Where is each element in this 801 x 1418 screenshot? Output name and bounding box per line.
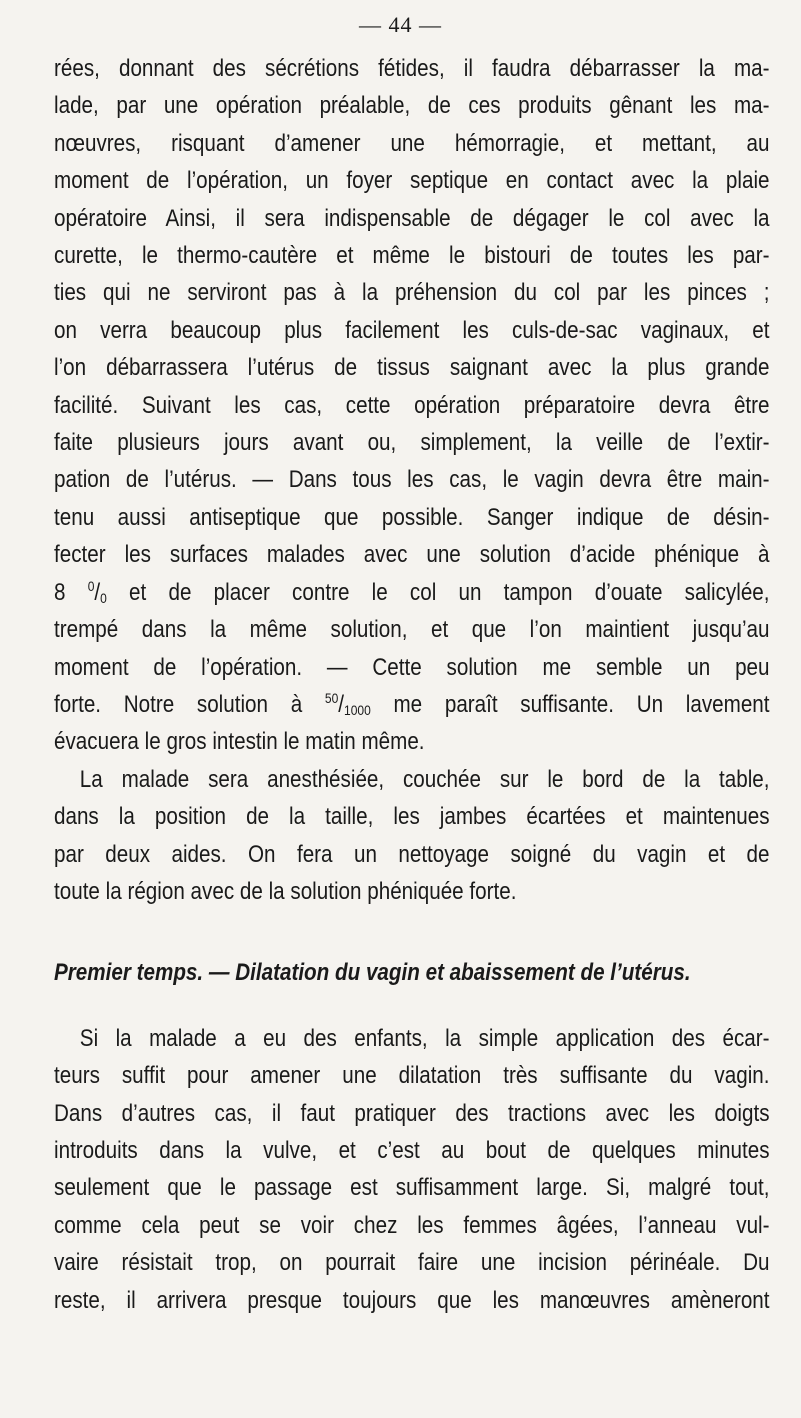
text-line: nœuvres, risquant d’amener une hémorragie, et mettant, au [54,129,770,157]
text-line: dans la position de la taille, les jambes écartées et maintenues [54,803,770,831]
text-line: Si la malade a eu des enfants, la simple application des écar- [79,1024,770,1052]
percent-superscript: 0 [87,577,95,594]
paragraph-3 [54,1020,770,1319]
text-line: moment de l’opération. — Cette solution me semble un peu [54,653,770,681]
text-line: introduits dans la vulve, et c’est au bout de quelques minutes [54,1136,770,1164]
text-line: on verra beaucoup plus facilement les culs-de-sac vaginaux, et [54,316,770,344]
text-line: moment de l’opération, un foyer septique en contact avec la plaie [54,167,770,195]
text-line: Dans d’autres cas, il faut pratiquer des tractions avec les doigts [54,1099,770,1127]
line-start: forte. Notre solution à [54,690,325,718]
text-line: par deux aides. On fera un nettoyage soigné du vagin et de [54,840,770,868]
percent-subscript: 0 [100,589,107,606]
percent-slash: / [94,578,101,606]
digit: 8 [54,578,66,606]
line-rest: me paraît suffisante. Un lavement [370,690,770,718]
text-line-permille [54,686,770,723]
fraction-numerator: 50 [324,689,339,706]
body-text [54,50,770,1319]
text-line: évacuera le gros intestin le matin même. [54,728,425,756]
text-line: reste, il arrivera presque toujours que les manœuvres amèneront [54,1286,770,1314]
text-line: fecter les surfaces malades avec une solution d’acide phénique à [54,541,770,569]
text-line: vaire résistait trop, on pourrait faire une incision périnéale. Du [54,1249,770,1277]
line-rest: et de placer contre le col un tampon d’ouate salicylée, [106,578,770,606]
text-line: tenu aussi antiseptique que possible. Sanger indique de désin- [54,503,770,531]
text-line: rées, donnant des sécrétions fétides, il faudra débarrasser la ma- [54,55,770,82]
text-line: seulement que le passage est suffisamment large. Si, malgré tout, [54,1174,770,1202]
text-line: curette, le thermo-cautère et même le bistouri de toutes les par- [54,242,770,270]
text-line-percent [54,574,770,611]
fraction-slash: / [338,690,345,718]
text-line: toute la région avec de la solution phéniquée forte. [54,877,517,905]
text-line: opératoire Ainsi, il sera indispensable de dégager le col avec la [54,204,770,232]
page-number: — 44 — [359,12,442,37]
paragraph-2 [54,761,770,911]
text-line: La malade sera anesthésiée, couchée sur le bord de la table, [79,765,770,793]
text-line: lade, par une opération préalable, de ces produits gênant les ma- [54,92,770,120]
text-line: comme cela peut se voir chez les femmes âgées, l’anneau vul- [54,1211,770,1239]
text-line: facilité. Suivant les cas, cette opération préparatoire devra être [54,391,770,419]
paragraph-1 [54,50,770,761]
text-line: pation de l’utérus. — Dans tous les cas, le vagin devra être main- [54,466,770,494]
text-line: trempé dans la même solution, et que l’on maintient jusqu’au [54,616,770,644]
fraction-denominator: 1000 [344,701,371,718]
text-line: ties qui ne serviront pas à la préhension du col par les pinces ; [54,279,770,307]
text-line: l’on débarrassera l’utérus de tissus saignant avec la plus grande [54,354,770,382]
section-heading: Premier temps. — Dilatation du vagin et abaissement de l’utérus. [54,959,691,987]
text-line: faite plusieurs jours avant ou, simplement, la veille de l’extir- [54,429,770,457]
text-line: teurs suffit pour amener une dilatation très suffisante du vagin. [54,1062,770,1090]
